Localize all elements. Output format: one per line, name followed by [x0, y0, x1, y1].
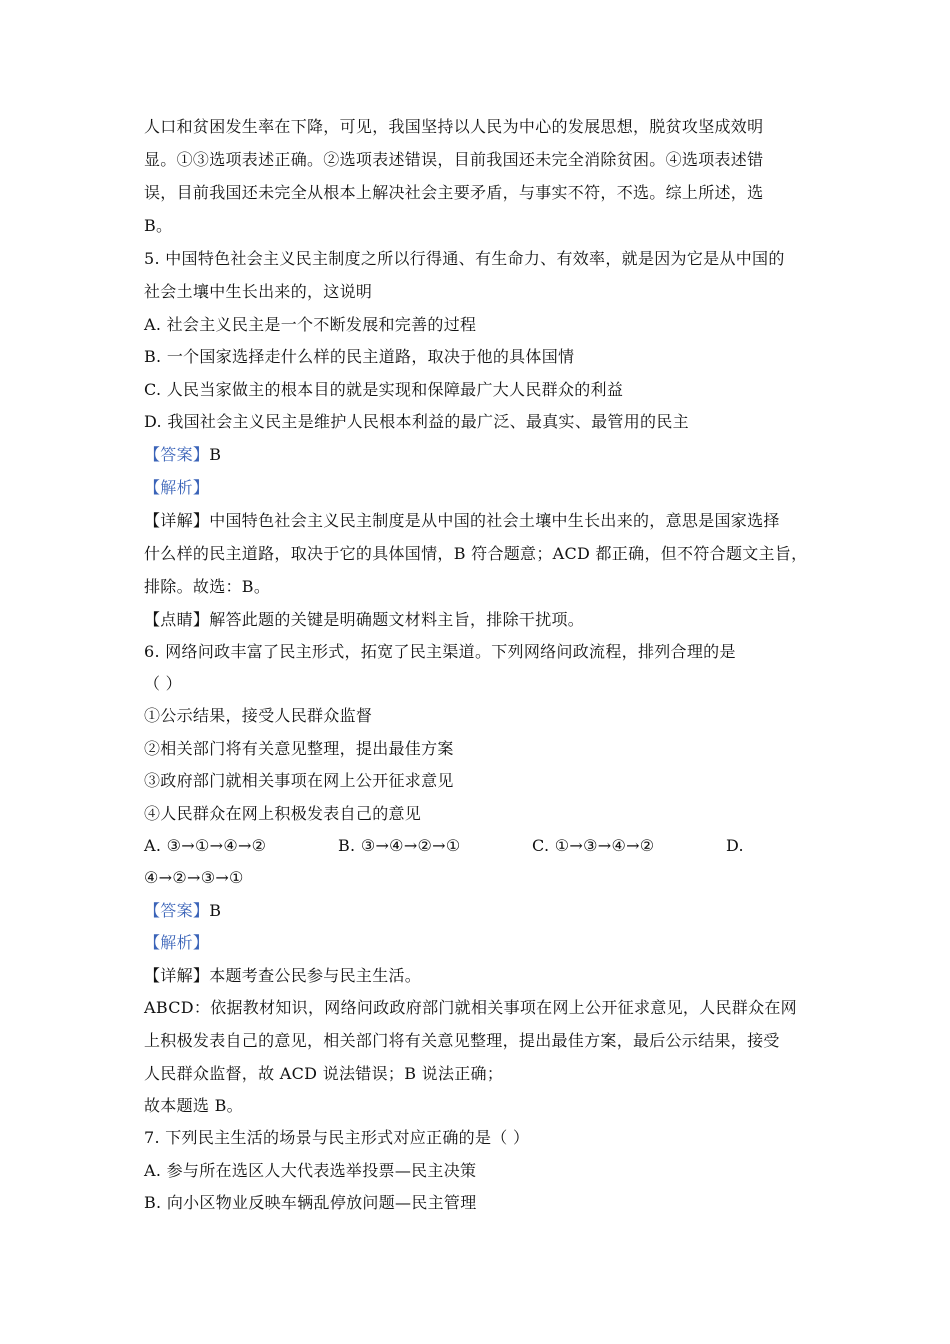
q6-item-3: ③政府部门就相关事项在网上公开征求意见 [144, 771, 454, 790]
q6-option-d-value: ④→②→③→① [144, 868, 244, 887]
q6-option-d-label: D. [726, 836, 744, 855]
intro-line-2: 显。①③选项表述正确。②选项表述错误，目前我国还未完全消除贫困。④选项表述错 [144, 150, 764, 169]
q5-stem-line-1: 5. 中国特色社会主义民主制度之所以行得通、有生命力、有效率，就是因为它是从中国的 [144, 249, 785, 268]
q5-analysis-tag: 【解析】 [144, 478, 210, 497]
q5-answer [144, 445, 221, 465]
q6-detail-line-2: ABCD：依据教材知识，网络问政政府部门就相关事项在网上公开征求意见，人民群众在网 [144, 998, 797, 1017]
q5-option-c: C. 人民当家做主的根本目的就是实现和保障最广大人民群众的利益 [144, 380, 624, 399]
q5-detail-line-2: 什么样的民主道路，取决于它的具体国情，B 符合题意；ACD 都正确，但不符合题文主旨， [144, 544, 808, 563]
q5-option-a: A. 社会主义民主是一个不断发展和完善的过程 [144, 315, 477, 334]
q5-tip: 【点睛】解答此题的关键是明确题文材料主旨，排除干扰项。 [144, 610, 585, 629]
q6-detail-line-4: 人民群众监督，故 ACD 说法错误；B 说法正确； [144, 1064, 504, 1083]
answer-value: B [209, 445, 222, 464]
q6-detail-line-1: 【详解】本题考查公民参与民主生活。 [144, 966, 422, 985]
q5-detail-line-3: 排除。故选：B。 [144, 577, 271, 596]
q6-analysis-tag: 【解析】 [144, 933, 210, 952]
q7-option-a: A. 参与所在选区人大代表选举投票—民主决策 [144, 1161, 477, 1180]
answer-value: B [209, 901, 222, 920]
q5-stem-line-2: 社会土壤中生长出来的，这说明 [144, 282, 373, 301]
q6-answer [144, 901, 221, 921]
intro-line-3: 误，目前我国还未完全从根本上解决社会主要矛盾，与事实不符，不选。综上所述，选 [144, 183, 764, 202]
q5-detail-line-1: 【详解】中国特色社会主义民主制度是从中国的社会土壤中生长出来的，意思是国家选择 [144, 511, 780, 530]
intro-line-4: B。 [144, 216, 173, 235]
q6-options-row [144, 836, 794, 856]
q5-option-d: D. 我国社会主义民主是维护人民根本利益的最广泛、最真实、最管用的民主 [144, 412, 689, 431]
q7-option-b: B. 向小区物业反映车辆乱停放问题—民主管理 [144, 1193, 477, 1212]
answer-tag: 【答案】 [144, 901, 210, 920]
q6-option-a: A. ③→①→④→② [144, 836, 267, 855]
q5-option-b: B. 一个国家选择走什么样的民主道路，取决于他的具体国情 [144, 347, 575, 366]
answer-tag: 【答案】 [144, 445, 210, 464]
q6-detail-line-3: 上积极发表自己的意见，相关部门将有关意见整理，提出最佳方案，最后公示结果，接受 [144, 1031, 780, 1050]
q6-option-b: B. ③→④→②→① [338, 836, 461, 855]
q6-detail-line-5: 故本题选 B。 [144, 1096, 243, 1115]
q6-item-4: ④人民群众在网上积极发表自己的意见 [144, 804, 422, 823]
q6-stem-line-1: 6. 网络问政丰富了民主形式，拓宽了民主渠道。下列网络问政流程，排列合理的是 [144, 642, 736, 661]
q6-stem-line-2: （ ） [144, 674, 182, 693]
q6-item-2: ②相关部门将有关意见整理，提出最佳方案 [144, 739, 454, 758]
q6-option-c: C. ①→③→④→② [532, 836, 655, 855]
q7-stem: 7. 下列民主生活的场景与民主形式对应正确的是（ ） [144, 1128, 530, 1147]
intro-line-1: 人口和贫困发生率在下降，可见，我国坚持以人民为中心的发展思想，脱贫攻坚成效明 [144, 117, 764, 136]
q6-item-1: ①公示结果，接受人民群众监督 [144, 706, 373, 725]
